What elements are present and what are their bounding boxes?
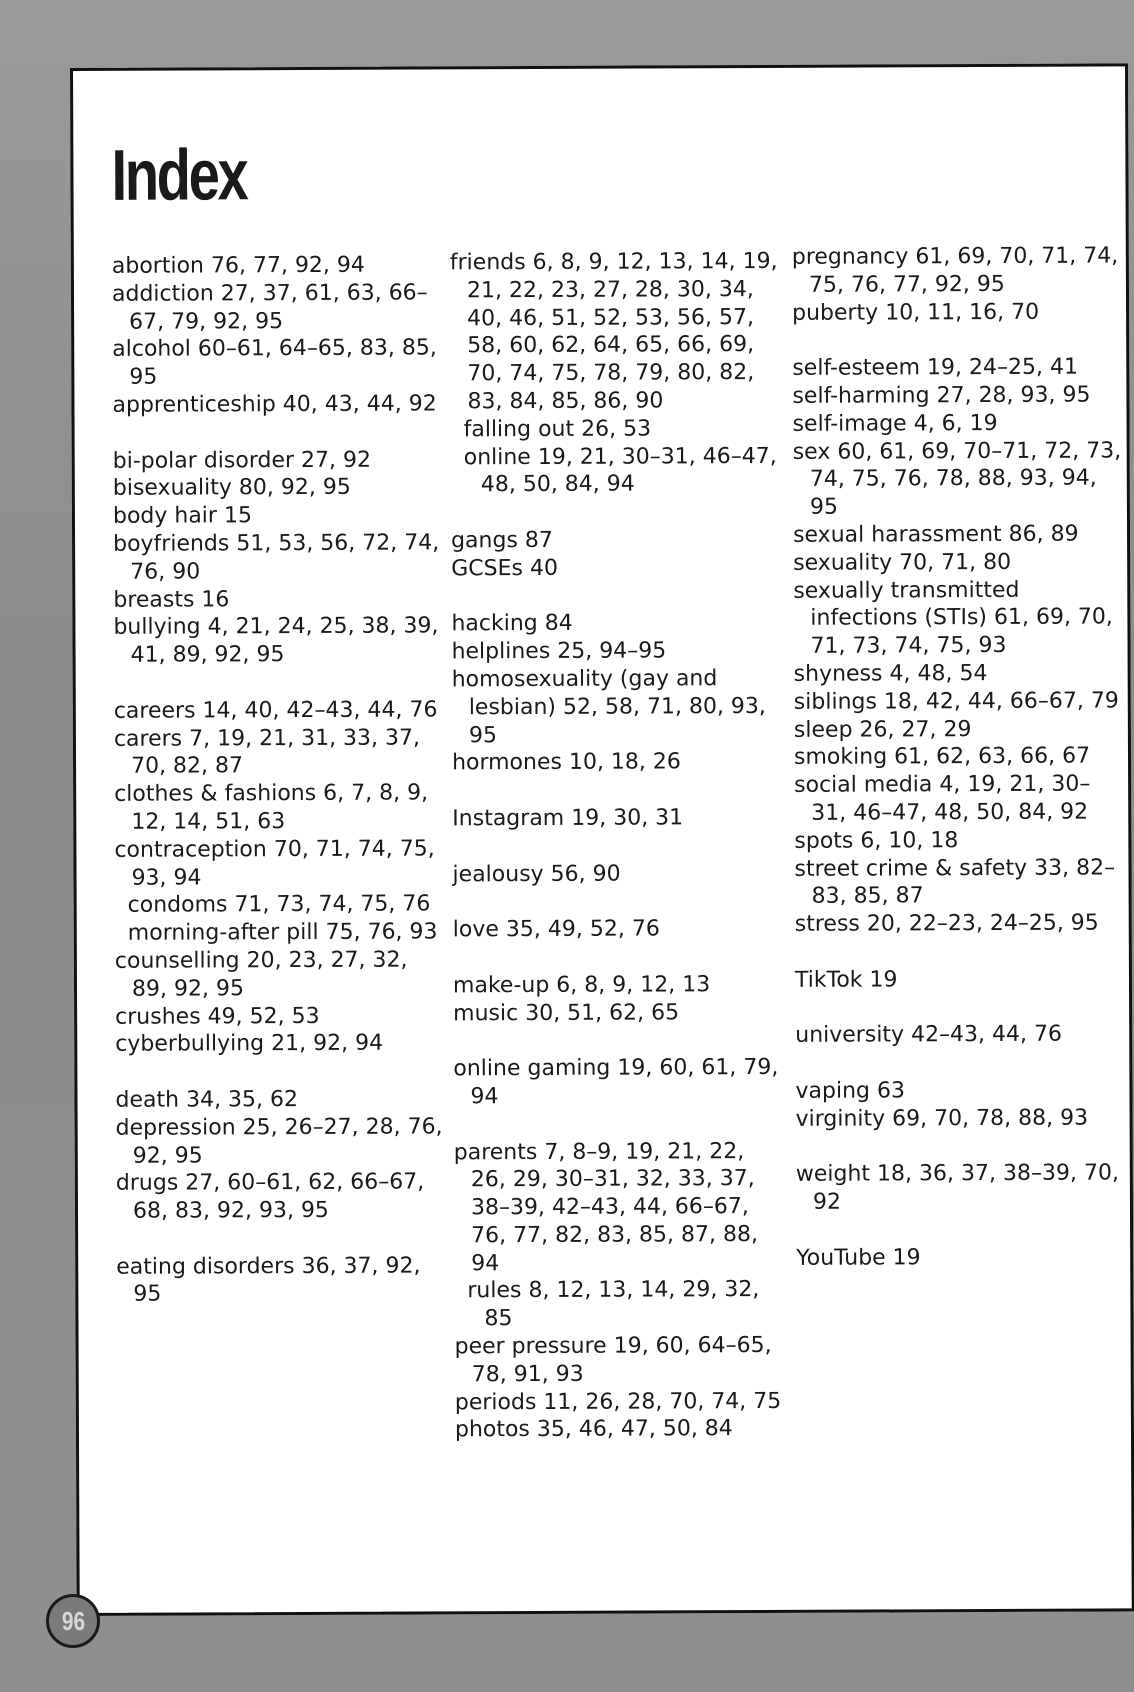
index-entry: puberty 10, 11, 16, 70: [792, 299, 1040, 326]
index-entry: online gaming 19, 60, 61, 79, 94: [453, 1055, 779, 1110]
index-entry: self-harming 27, 28, 93, 95: [792, 382, 1091, 409]
index-entry: street crime & safety 33, 82–83, 85, 87: [794, 854, 1116, 910]
index-subentry: online 19, 21, 30–31, 46–47, 48, 50, 84, 94: [463, 443, 777, 498]
index-entry: love 35, 49, 52, 76: [452, 916, 660, 943]
index-entry: cyberbullying 21, 92, 94: [115, 1030, 384, 1058]
index-entry: crushes 49, 52, 53: [115, 1003, 320, 1030]
index-entry: drugs 27, 60–61, 62, 66–67, 68, 83, 92, 93, 95: [115, 1169, 425, 1224]
index-entry: death 34, 35, 62: [115, 1086, 299, 1113]
index-entry: virginity 69, 70, 78, 88, 93: [795, 1105, 1089, 1132]
index-entry: sexually transmitted infections (STIs) 61, 69, 70, 71, 73, 74, 75, 93: [793, 577, 1113, 659]
index-entry: sexuality 70, 71, 80: [793, 549, 1012, 576]
index-entry: hormones 10, 18, 26: [451, 749, 681, 776]
page-title: Index: [111, 135, 247, 216]
index-entry: contraception 70, 71, 74, 75, 93, 94: [114, 836, 435, 891]
index-entry: depression 25, 26–27, 28, 76, 92, 95: [115, 1114, 443, 1169]
index-entry: GCSEs 40: [451, 555, 558, 582]
index-entry: sexual harassment 86, 89: [792, 521, 1079, 548]
index-entry: sex 60, 61, 69, 70–71, 72, 73, 74, 75, 76, 78, 88, 93, 94, 95: [792, 437, 1122, 520]
index-entry: make-up 6, 8, 9, 12, 13: [452, 971, 711, 999]
index-entry: eating disorders 36, 37, 92, 95: [116, 1253, 421, 1308]
index-subentry: rules 8, 12, 13, 14, 29, 32, 85: [467, 1277, 760, 1332]
index-entry: clothes & fashions 6, 7, 8, 9, 12, 14, 51, 63: [114, 780, 429, 835]
index-entry: pregnancy 61, 69, 70, 71, 74, 75, 76, 77, 92, 95: [791, 243, 1119, 298]
index-entry: homosexuality (gay and lesbian) 52, 58, 71, 80, 93, 95: [451, 666, 766, 748]
index-subentry: morning-after pill 75, 76, 93: [127, 919, 438, 946]
index-entry: YouTube 19: [796, 1244, 921, 1271]
index-entry: smoking 61, 62, 63, 66, 67: [793, 743, 1091, 771]
index-subentry: falling out 26, 53: [463, 416, 652, 443]
index-entry: self-esteem 19, 24–25, 41: [792, 354, 1079, 382]
index-entry: abortion 76, 77, 92, 94: [111, 252, 365, 279]
index-entry: boyfriends 51, 53, 56, 72, 74, 76, 90: [113, 530, 440, 585]
index-entry: friends 6, 8, 9, 12, 13, 14, 19, 21, 22, 23, 27, 28, 30, 34, 40, 46, 51, 52, 53, 56, 57, 58, 60, 62, 64, 65, 66, 69, 70, 74, 75, 78, 79, 80, 82, 83, 84, 85, 86, 90: [449, 248, 778, 415]
index-entry: photos 35, 46, 47, 50, 84: [454, 1416, 733, 1443]
index-entry: vaping 63: [795, 1078, 906, 1104]
index-entry: stress 20, 22–23, 24–25, 95: [794, 910, 1099, 937]
page-number: 96: [61, 1605, 85, 1636]
index-entry: hacking 84: [451, 611, 573, 637]
index-column-2: [450, 248, 785, 1445]
index-entry: body hair 15: [112, 503, 252, 529]
index-entry: spots 6, 10, 18: [794, 827, 959, 854]
index-entry: TikTok 19: [794, 967, 898, 993]
index-entry: music 30, 51, 62, 65: [453, 999, 680, 1026]
index-entry: periods 11, 26, 28, 70, 74, 75: [454, 1388, 782, 1416]
index-entry: weight 18, 36, 37, 38–39, 70, 92: [795, 1160, 1119, 1215]
index-entry: siblings 18, 42, 44, 66–67, 79: [793, 688, 1119, 715]
index-entry: university 42–43, 44, 76: [795, 1021, 1063, 1049]
page-number-badge: [46, 1594, 100, 1648]
index-entry: bisexuality 80, 92, 95: [112, 475, 351, 502]
index-entry: peer pressure 19, 60, 64–65, 78, 91, 93: [454, 1333, 772, 1388]
index-subentry: condoms 71, 73, 74, 75, 76: [127, 891, 431, 919]
index-entry: bullying 4, 21, 24, 25, 38, 39, 41, 89, 92, 95: [113, 613, 439, 668]
index-entry: social media 4, 19, 21, 30–31, 46–47, 48, 50, 84, 92: [794, 771, 1091, 826]
index-entry: apprenticeship 40, 43, 44, 92: [112, 391, 437, 418]
index-column-1: [112, 251, 447, 1309]
index-entry: Instagram 19, 30, 31: [452, 805, 684, 832]
index-entry: addiction 27, 37, 61, 63, 66–67, 79, 92, 95: [111, 280, 428, 335]
index-entry: carers 7, 19, 21, 31, 33, 37, 70, 82, 87: [113, 725, 421, 780]
index-entry: parents 7, 8–9, 19, 21, 22, 26, 29, 30–31, 32, 33, 37, 38–39, 42–43, 44, 66–67, 76, 77, 82, 83, 85, 87, 88, 94: [453, 1138, 759, 1276]
index-entry: jealousy 56, 90: [452, 861, 621, 887]
index-entry: shyness 4, 48, 54: [793, 660, 988, 687]
index-entry: helplines 25, 94–95: [451, 638, 667, 665]
index-entry: self-image 4, 6, 19: [792, 410, 998, 437]
index-entry: counselling 20, 23, 27, 32, 89, 92, 95: [114, 947, 408, 1002]
index-entry: bi-polar disorder 27, 92: [112, 447, 372, 474]
index-column-3: [792, 242, 1126, 1272]
index-entry: gangs 87: [451, 527, 553, 554]
index-entry: sleep 26, 27, 29: [793, 716, 972, 743]
index-entry: breasts 16: [113, 586, 230, 613]
index-page: [70, 63, 1134, 1616]
index-entry: alcohol 60–61, 64–65, 83, 85, 95: [112, 335, 437, 390]
index-entry: careers 14, 40, 42–43, 44, 76: [113, 697, 438, 724]
